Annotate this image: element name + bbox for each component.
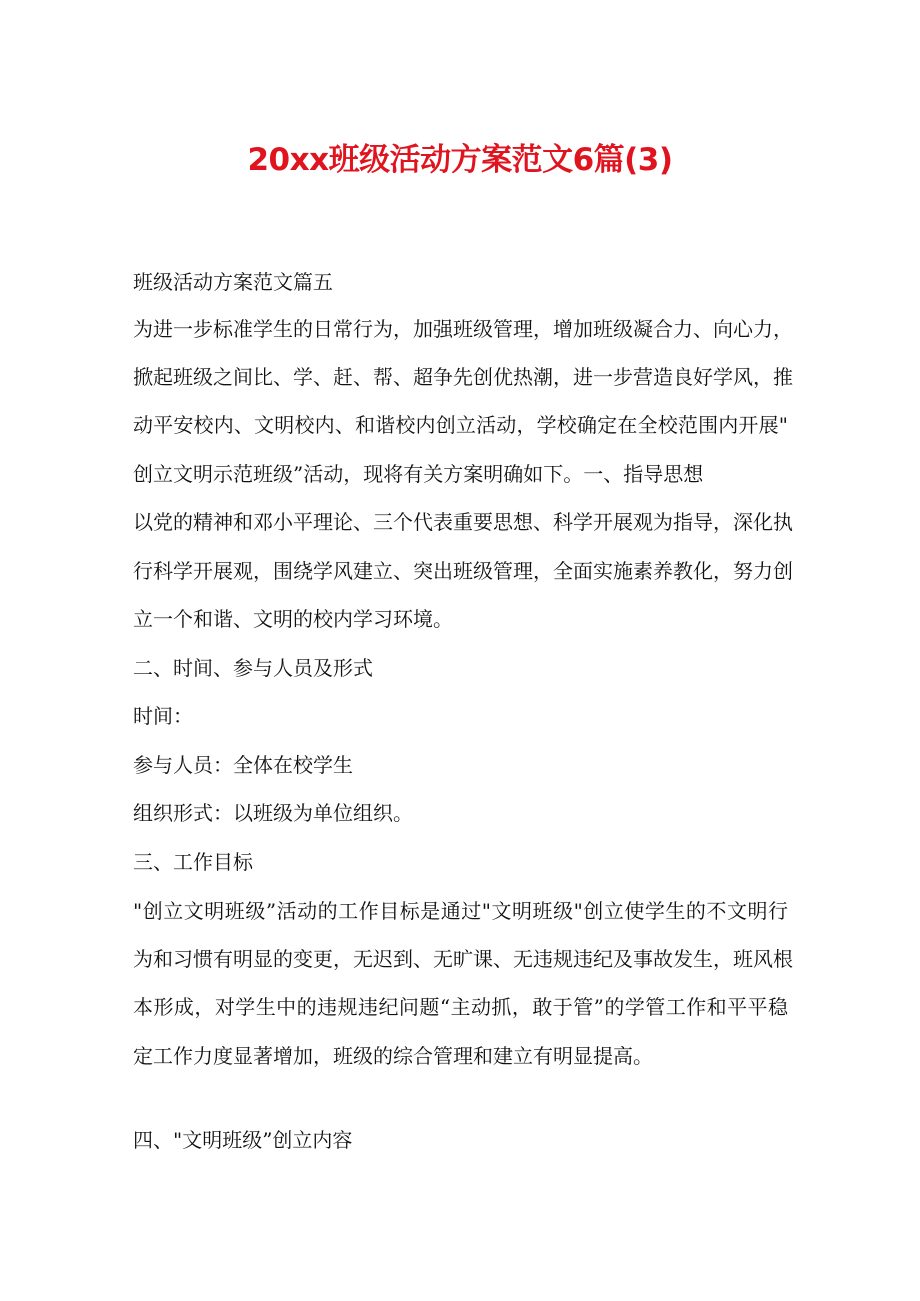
section-heading: 四、"文明班级”创立内容 (133, 1128, 353, 1152)
paragraph-line: 为进一步标准学生的日常行为，加强班级管理，增加班级凝合力、向心力， (133, 317, 793, 341)
paragraph-line: 本形成，对学生中的违规违纪问题“主动抓，敢于管”的学管工作和平平稳 (133, 995, 788, 1019)
paragraph-line: 以党的精神和邓小平理论、三个代表重要思想、科学开展观为指导，深化执 (133, 510, 793, 534)
paragraph-line: "创立文明班级”活动的工作目标是通过"文明班级"创立使学生的不文明行 (133, 899, 788, 923)
document-title: 20xx班级活动方案范文6篇(3) (247, 142, 673, 178)
paragraph-line: 动平安校内、文明校内、和谐校内创立活动，学校确定在全校范围内开展" (133, 413, 788, 437)
section-heading: 班级活动方案范文篇五 (133, 270, 333, 294)
section-heading: 三、工作目标 (133, 850, 253, 874)
paragraph-line: 行科学开展观，围绕学风建立、突出班级管理，全面实施素养教化，努力创 (133, 559, 793, 583)
paragraph-line: 定工作力度显著增加，班级的综合管理和建立有明显提高。 (133, 1044, 653, 1068)
paragraph-line: 掀起班级之间比、学、赶、帮、超争先创优热潮，进一步营造良好学风，推 (133, 365, 793, 389)
paragraph-line: 参与人员：全体在校学生 (133, 753, 353, 777)
section-heading: 二、时间、参与人员及形式 (133, 656, 373, 680)
paragraph-line: 组织形式：以班级为单位组织。 (133, 801, 413, 825)
paragraph-line: 立一个和谐、文明的校内学习环境。 (133, 607, 453, 631)
paragraph-line: 为和习惯有明显的变更，无迟到、无旷课、无违规违纪及事故发生，班风根 (133, 947, 793, 971)
paragraph-line: 时间： (133, 704, 193, 728)
paragraph-line: 创立文明示范班级”活动，现将有关方案明确如下。一、指导思想 (133, 462, 704, 486)
